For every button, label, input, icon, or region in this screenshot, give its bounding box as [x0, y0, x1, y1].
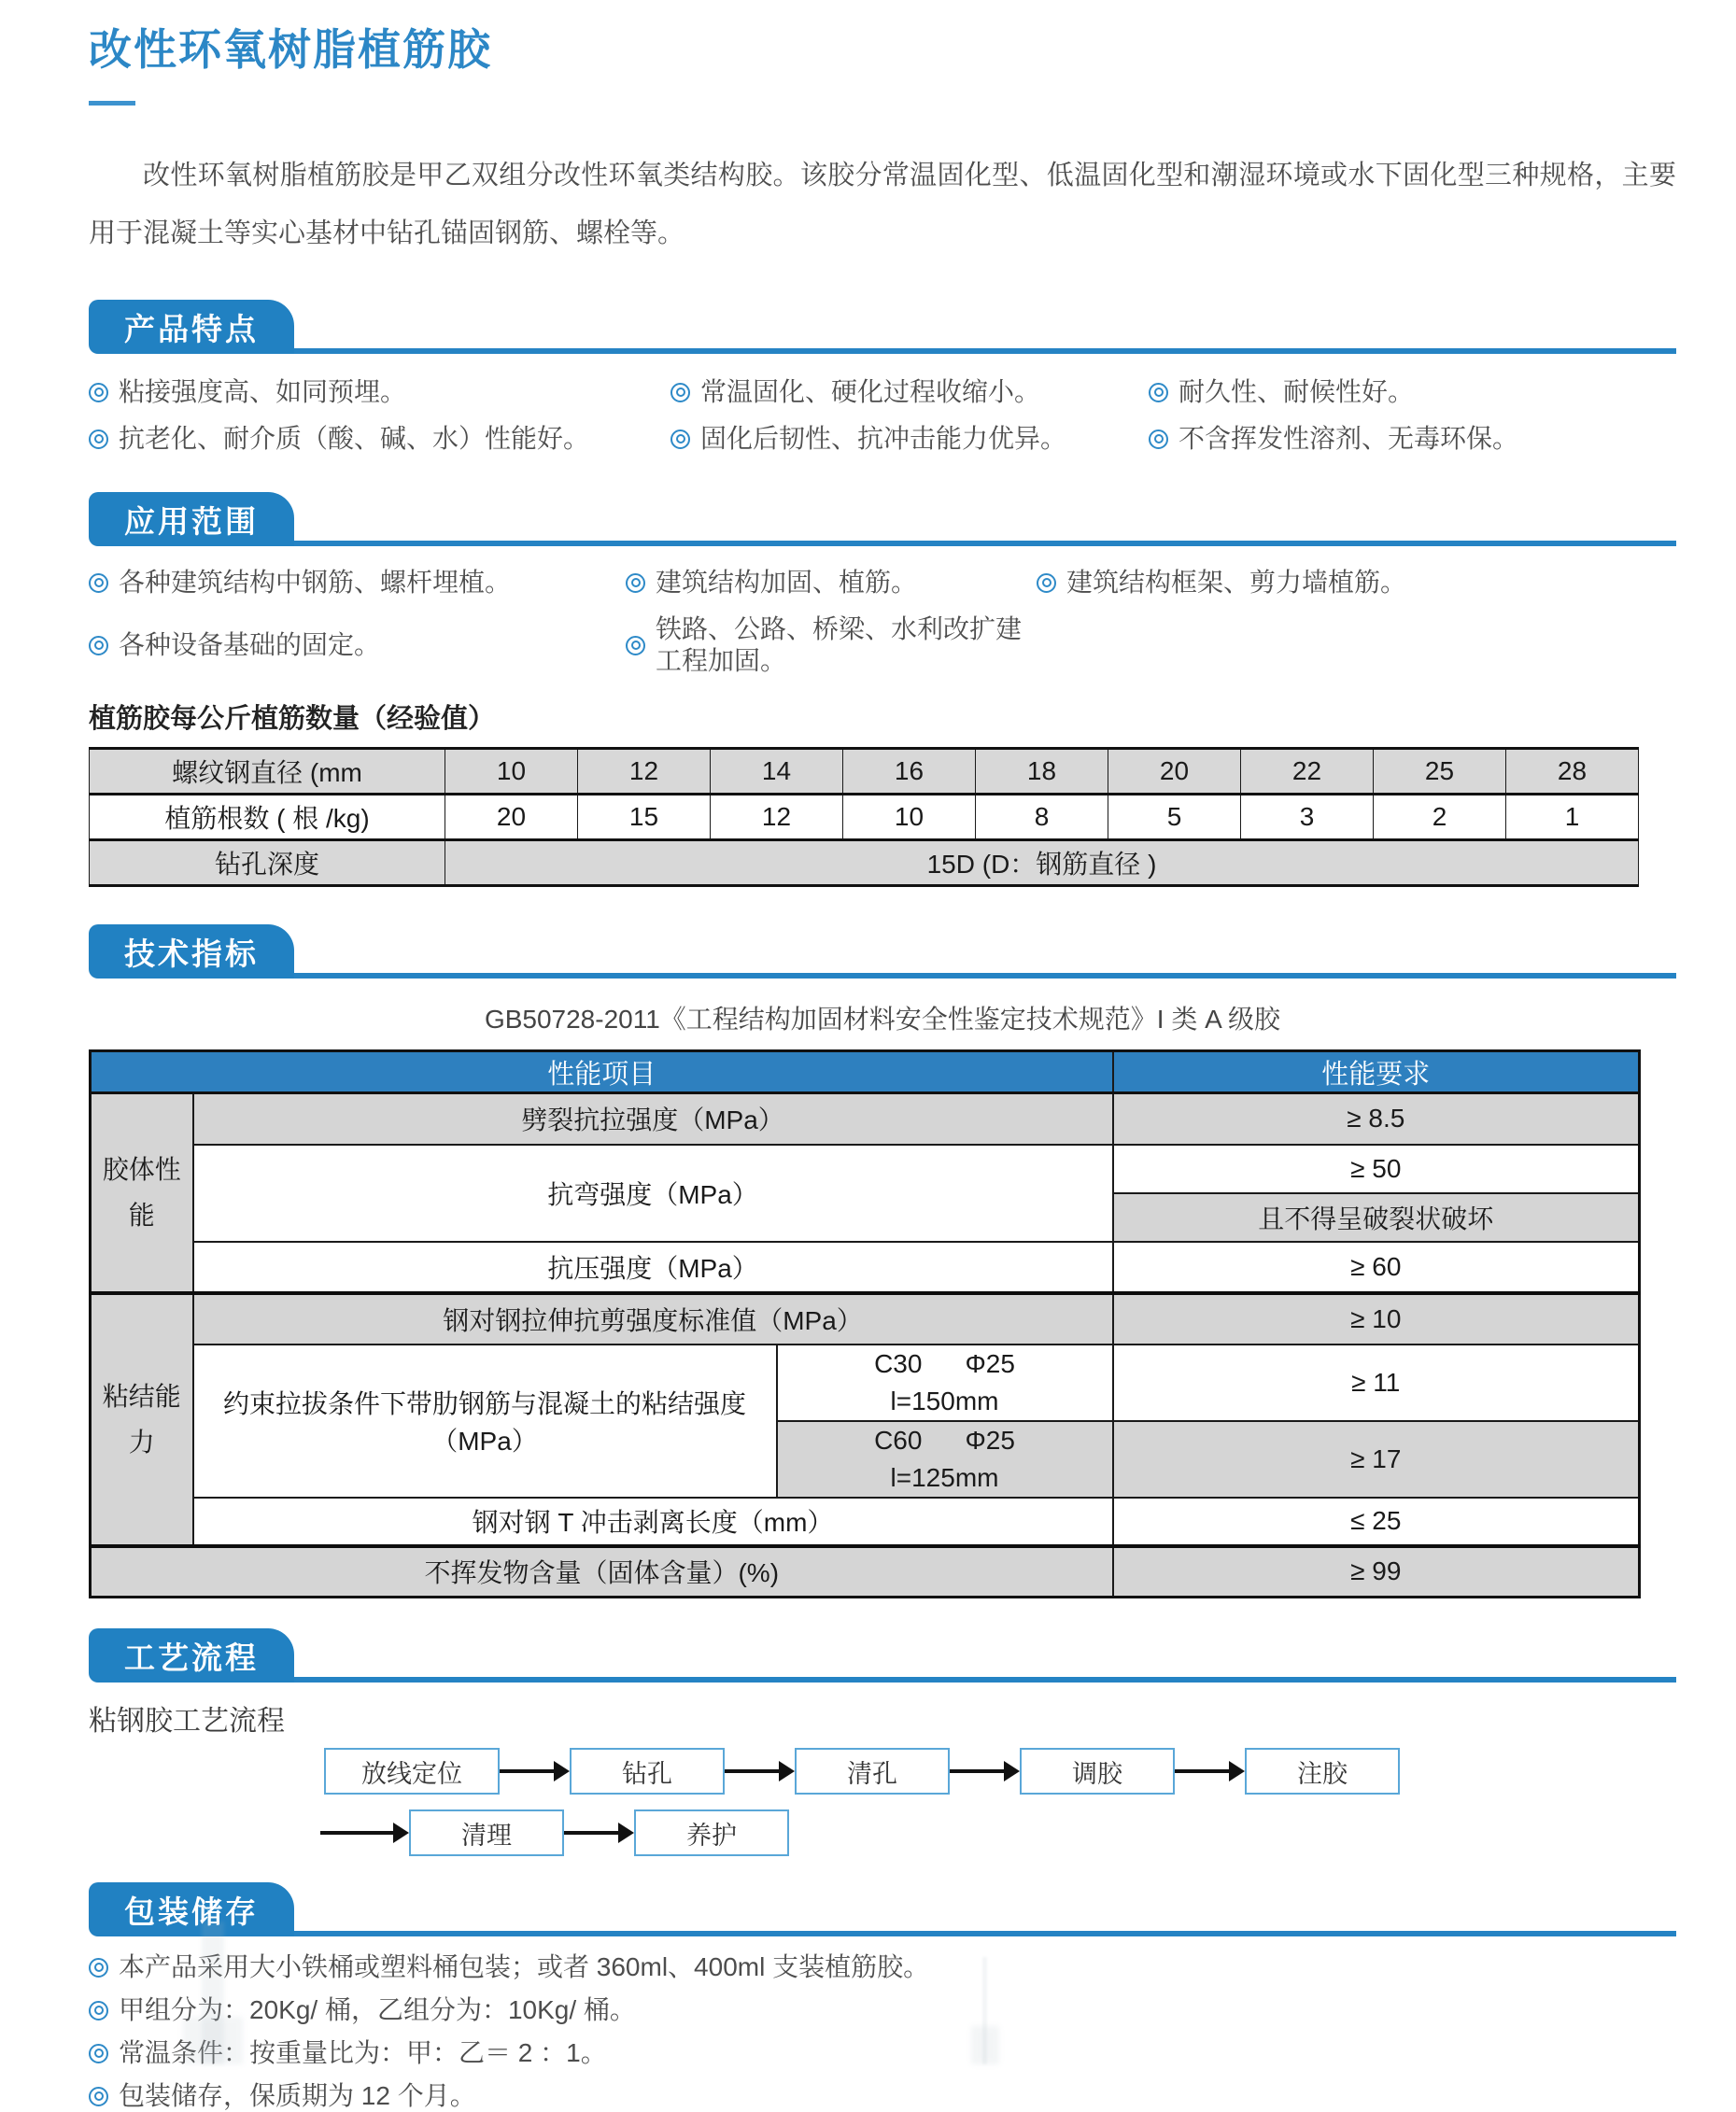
feature-item [89, 376, 670, 408]
flow-step: 清孔 [795, 1748, 950, 1795]
section-underline [294, 1677, 1676, 1683]
application-text: 建筑结构加固、植筋。 [656, 568, 918, 597]
spec-row [91, 1498, 1640, 1546]
count-cell: 20 [445, 795, 578, 840]
bullseye-icon [1149, 429, 1168, 449]
spec-row [91, 1145, 1640, 1193]
packaging-item [89, 2037, 1676, 2069]
process-flow-row-1 [324, 1748, 1676, 1795]
row-label: 植筋根数 ( 根 /kg) [90, 795, 445, 840]
diameter-cell: 12 [578, 749, 711, 795]
property-label: 不挥发物含量（固体含量）(%) [91, 1546, 1113, 1598]
feature-text: 抗老化、耐介质（酸、碱、水）性能好。 [119, 424, 590, 453]
application-text: 各种建筑结构中钢筋、螺杆埋植。 [119, 568, 512, 597]
bullseye-icon [89, 1958, 108, 1978]
feature-text: 粘接强度高、如同预埋。 [119, 377, 407, 406]
feature-item [1149, 376, 1676, 408]
process-badge: 工艺流程 [89, 1628, 294, 1683]
feature-item [670, 376, 1149, 408]
bullseye-icon [89, 2044, 108, 2063]
packaging-item [89, 2080, 1676, 2112]
diameter-cell: 18 [976, 749, 1108, 795]
count-cell: 5 [1108, 795, 1241, 840]
concrete-grade: C30 [874, 1348, 923, 1378]
intro-paragraph: 改性环氧树脂植筋胶是甲乙双组分改性环氧类结构胶。该胶分常温固化型、低温固化型和潮湿环境或水下固化型三种规格，主要用于混凝土等实心基材中钻孔锚固钢筋、螺栓等。 [89, 161, 1676, 248]
section-underline [294, 973, 1676, 979]
requirement-value: ≥ 11 [1113, 1345, 1640, 1421]
section-underline [294, 1931, 1676, 1936]
row-label: 钻孔深度 [90, 840, 445, 886]
application-text: 各种设备基础的固定。 [119, 630, 381, 659]
process-flow-label: 粘钢胶工艺流程 [89, 1706, 285, 1737]
flow-step: 钻孔 [570, 1748, 725, 1795]
flow-step: 注胶 [1245, 1748, 1400, 1795]
feature-text: 不含挥发性溶剂、无毒环保。 [1179, 424, 1519, 453]
property-label: 抗压强度（MPa） [193, 1242, 1113, 1293]
requirement-note: 且不得呈破裂状破坏 [1113, 1193, 1640, 1242]
diameter-cell: 16 [843, 749, 976, 795]
bullseye-icon [1037, 573, 1056, 593]
feature-item [670, 423, 1149, 455]
requirement-value: ≥ 17 [1113, 1421, 1640, 1498]
spec-row [91, 1345, 1640, 1421]
bullseye-icon [89, 573, 108, 593]
packaging-text: 甲组分为：20Kg/ 桶，乙组分为：10Kg/ 桶。 [119, 1995, 636, 2024]
bullseye-icon [89, 636, 108, 655]
rebar-count-table [89, 747, 1639, 887]
requirement-value: ≥ 50 [1113, 1145, 1640, 1193]
feature-text: 固化后韧性、抗冲击能力优异。 [700, 424, 1067, 453]
bullseye-icon [1149, 383, 1168, 402]
spec-row [91, 1546, 1640, 1598]
requirement-value: ≥ 10 [1113, 1293, 1640, 1345]
arrow-right-icon [1175, 1761, 1245, 1781]
row-label: 螺纹钢直径 (mm [90, 749, 445, 795]
property-label: 抗弯强度（MPa） [193, 1145, 1113, 1242]
flow-step: 清理 [409, 1809, 564, 1856]
count-cell: 8 [976, 795, 1108, 840]
features-list [89, 376, 1676, 455]
section-underline [294, 541, 1676, 546]
count-cell: 2 [1374, 795, 1506, 840]
bullseye-icon [670, 429, 690, 449]
section-header-applications [89, 492, 1676, 546]
packaging-text: 常温条件：按重量比为：甲：乙＝ 2 ：1。 [119, 2038, 607, 2067]
bullseye-icon [626, 636, 645, 655]
spec-row [91, 1293, 1640, 1345]
arrow-right-icon [320, 1823, 409, 1843]
packaging-text: 包装储存，保质期为 12 个月。 [119, 2081, 476, 2110]
page-title: 改性环氧树脂植筋胶 [89, 25, 492, 74]
requirement-value: ≥ 60 [1113, 1242, 1640, 1293]
group-label-bond: 粘结能力 [91, 1293, 193, 1546]
count-cell: 3 [1241, 795, 1374, 840]
bullseye-icon [626, 573, 645, 593]
diameter-cell: 22 [1241, 749, 1374, 795]
diameter-cell: 14 [711, 749, 843, 795]
count-cell: 1 [1506, 795, 1639, 840]
rebar-table-title: 植筋胶每公斤植筋数量（经验值） [89, 704, 496, 734]
application-item [626, 613, 1037, 677]
count-cell: 10 [843, 795, 976, 840]
diameter-cell: 20 [1108, 749, 1241, 795]
property-label: 钢对钢拉伸抗剪强度标准值（MPa） [193, 1293, 1113, 1345]
applications-list [89, 567, 1676, 677]
packaging-item [89, 1994, 1676, 2026]
flow-step: 养护 [634, 1809, 789, 1856]
process-flow-row-2 [320, 1809, 1676, 1856]
standard-caption: GB50728-2011《工程结构加固材料安全性鉴定技术规范》I 类 A 级胶 [484, 1005, 1281, 1034]
condition-cell [777, 1345, 1113, 1421]
packaging-text: 本产品采用大小铁桶或塑料桶包装；或者 360ml、400ml 支装植筋胶。 [119, 1952, 930, 1981]
title-underline-dash [89, 101, 135, 106]
bullseye-icon [89, 383, 108, 402]
rebar-phi: Φ25 [965, 1425, 1015, 1455]
anchor-length: l=125mm [890, 1462, 999, 1492]
count-cell: 15 [578, 795, 711, 840]
packaging-badge: 包装储存 [89, 1882, 294, 1936]
count-cell: 12 [711, 795, 843, 840]
packaging-item [89, 1951, 1676, 1983]
application-item [89, 567, 626, 598]
diameter-cell: 10 [445, 749, 578, 795]
requirement-value: ≤ 25 [1113, 1498, 1640, 1546]
feature-text: 耐久性、耐候性好。 [1179, 377, 1415, 406]
arrow-right-icon [950, 1761, 1020, 1781]
arrow-right-icon [564, 1823, 634, 1843]
spec-row [91, 1093, 1640, 1145]
feature-item [89, 423, 670, 455]
application-item [626, 567, 1037, 598]
bullseye-icon [89, 429, 108, 449]
flow-step: 放线定位 [324, 1748, 500, 1795]
feature-item [1149, 423, 1676, 455]
anchor-length: l=150mm [890, 1386, 999, 1415]
condition-cell [777, 1421, 1113, 1498]
col-header-requirement: 性能要求 [1113, 1051, 1640, 1093]
application-item [89, 613, 626, 677]
applications-badge: 应用范围 [89, 492, 294, 546]
rebar-phi: Φ25 [965, 1348, 1015, 1378]
section-header-process [89, 1628, 1676, 1683]
property-label: 劈裂抗拉强度（MPa） [193, 1093, 1113, 1145]
table-row [90, 749, 1639, 795]
packaging-list [89, 1951, 1676, 2112]
bullseye-icon [670, 383, 690, 402]
spec-row [91, 1242, 1640, 1293]
requirement-value: ≥ 8.5 [1113, 1093, 1640, 1145]
arrow-right-icon [500, 1761, 570, 1781]
application-item [1037, 567, 1676, 598]
tech-badge: 技术指标 [89, 924, 294, 979]
group-label-adhesive: 胶体性能 [91, 1093, 193, 1293]
property-label: 钢对钢 T 冲击剥离长度（mm） [193, 1498, 1113, 1546]
property-label: 约束拉拔条件下带肋钢筋与混凝土的粘结强度（MPa） [193, 1345, 777, 1498]
spec-header-row [91, 1051, 1640, 1093]
section-underline [294, 348, 1676, 354]
section-header-packaging [89, 1882, 1676, 1936]
spec-table [89, 1049, 1641, 1598]
drill-depth-value: 15D (D：钢筋直径 ) [445, 840, 1639, 886]
bullseye-icon [89, 2087, 108, 2106]
concrete-grade: C60 [874, 1425, 923, 1455]
features-badge: 产品特点 [89, 300, 294, 354]
section-header-tech [89, 924, 1676, 979]
application-text: 铁路、公路、桥梁、水利改扩建工程加固。 [656, 614, 1023, 675]
bullseye-icon [89, 2001, 108, 2020]
section-header-features [89, 300, 1676, 354]
arrow-right-icon [725, 1761, 795, 1781]
requirement-value: ≥ 99 [1113, 1546, 1640, 1598]
flow-step: 调胶 [1020, 1748, 1175, 1795]
application-text: 建筑结构框架、剪力墙植筋。 [1066, 568, 1407, 597]
diameter-cell: 25 [1374, 749, 1506, 795]
table-row [90, 840, 1639, 886]
col-header-item: 性能项目 [91, 1051, 1113, 1093]
feature-text: 常温固化、硬化过程收缩小。 [700, 377, 1041, 406]
diameter-cell: 28 [1506, 749, 1639, 795]
table-row [90, 795, 1639, 840]
